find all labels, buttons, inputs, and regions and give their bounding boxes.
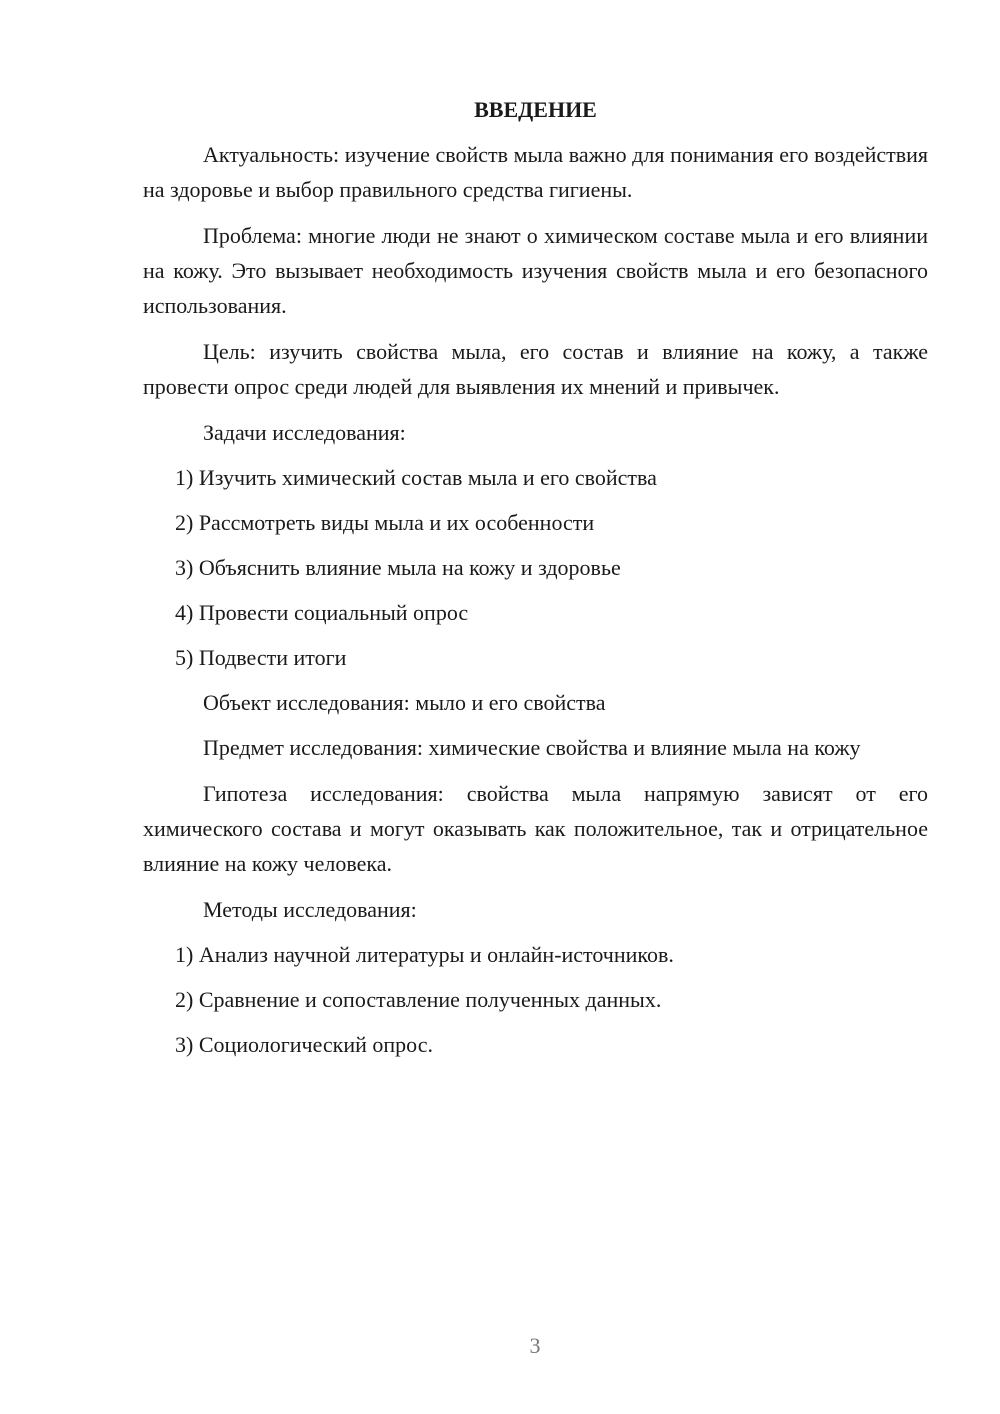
task-item: 5) Подвести итоги (175, 645, 347, 670)
method-item: 1) Анализ научной литературы и онлайн-источников. (175, 942, 674, 967)
relevance-paragraph: Актуальность: изучение свойств мыла важно для понимания его воздействия на здоровье и выбор правильного средства гигиены. (143, 142, 928, 202)
method-item: 3) Социологический опрос. (175, 1032, 433, 1057)
method-item: 2) Сравнение и сопоставление полученных данных. (175, 987, 662, 1012)
tasks-heading: Задачи исследования: (203, 420, 406, 445)
methods-heading: Методы исследования: (203, 897, 417, 922)
task-item: 2) Рассмотреть виды мыла и их особенности (175, 510, 595, 535)
object-line: Объект исследования: мыло и его свойства (203, 690, 606, 715)
goal-paragraph: Цель: изучить свойства мыла, его состав и влияние на кожу, а также провести опрос среди людей для выявления их мнений и привычек. (143, 339, 928, 399)
task-item: 1) Изучить химический состав мыла и его свойства (175, 465, 657, 490)
document-page (143, 92, 928, 1072)
task-item: 3) Объяснить влияние мыла на кожу и здоровье (175, 555, 621, 580)
task-item: 4) Провести социальный опрос (175, 600, 469, 625)
hypothesis-paragraph: Гипотеза исследования: свойства мыла напрямую зависят от его химического состава и могут оказывать как положительное, так и отрицательное влияние на кожу человека. (143, 781, 928, 876)
subject-paragraph: Предмет исследования: химические свойства и влияние мыла на кожу (203, 735, 861, 760)
problem-paragraph: Проблема: многие люди не знают о химическом составе мыла и его влиянии на кожу. Это вызывает необходимость изучения свойств мыла и его безопасного использования. (143, 223, 928, 318)
page-title: ВВЕДЕНИЕ (474, 97, 597, 122)
page-number: 3 (529, 1333, 541, 1358)
